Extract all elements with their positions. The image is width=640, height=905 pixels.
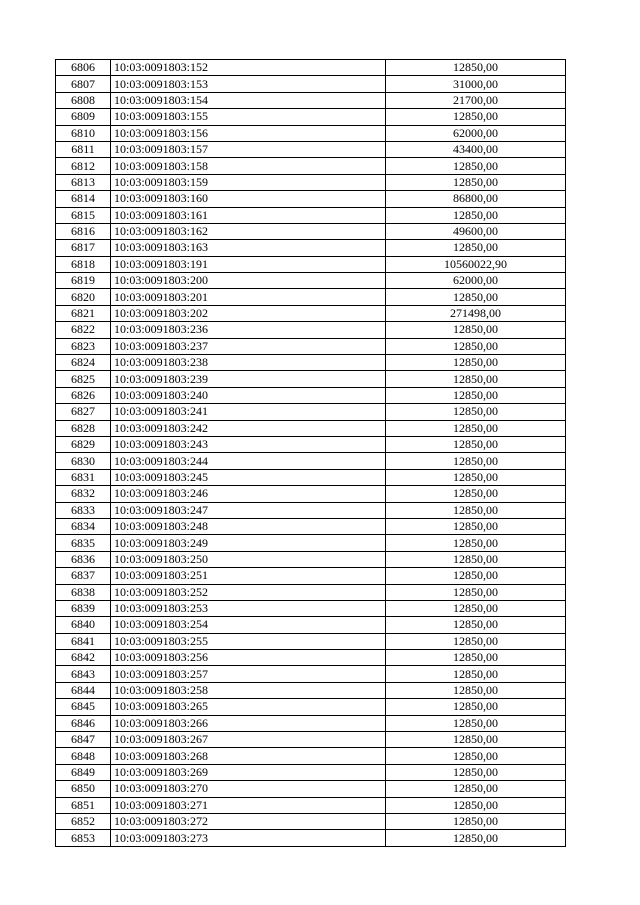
table-row [56,617,566,633]
cadastral-number: 10:03:0091803:243 [111,436,386,452]
row-number: 6819 [56,273,111,289]
cadastral-number: 10:03:0091803:239 [111,371,386,387]
row-number: 6830 [56,453,111,469]
table-row [56,371,566,387]
table-row [56,732,566,748]
row-number: 6851 [56,797,111,813]
cadastral-number: 10:03:0091803:156 [111,125,386,141]
table-row [56,633,566,649]
table-row [56,551,566,567]
table-row [56,715,566,731]
row-number: 6810 [56,125,111,141]
cadastral-value: 12850,00 [386,715,566,731]
cadastral-value: 12850,00 [386,502,566,518]
table-row [56,207,566,223]
row-number: 6825 [56,371,111,387]
table-row [56,518,566,534]
row-number: 6807 [56,76,111,92]
cadastral-number: 10:03:0091803:266 [111,715,386,731]
table-row [56,404,566,420]
table-row [56,387,566,403]
cadastral-number: 10:03:0091803:247 [111,502,386,518]
row-number: 6821 [56,305,111,321]
table-row [56,486,566,502]
row-number: 6815 [56,207,111,223]
cadastral-value: 12850,00 [386,174,566,190]
table-row [56,748,566,764]
row-number: 6820 [56,289,111,305]
row-number: 6849 [56,764,111,780]
cadastral-value: 12850,00 [386,797,566,813]
cadastral-number: 10:03:0091803:236 [111,322,386,338]
cadastral-value: 12850,00 [386,584,566,600]
cadastral-number: 10:03:0091803:273 [111,830,386,846]
table-row [56,174,566,190]
cadastral-number: 10:03:0091803:200 [111,273,386,289]
cadastral-number: 10:03:0091803:248 [111,518,386,534]
cadastral-number: 10:03:0091803:161 [111,207,386,223]
cadastral-value: 12850,00 [386,322,566,338]
cadastral-number: 10:03:0091803:271 [111,797,386,813]
cadastral-number: 10:03:0091803:159 [111,174,386,190]
row-number: 6848 [56,748,111,764]
row-number: 6817 [56,240,111,256]
row-number: 6850 [56,781,111,797]
cadastral-value: 12850,00 [386,60,566,76]
row-number: 6829 [56,436,111,452]
table-row [56,502,566,518]
cadastral-value: 12850,00 [386,830,566,846]
cadastral-value: 10560022,90 [386,256,566,272]
table-row [56,158,566,174]
cadastral-number: 10:03:0091803:238 [111,355,386,371]
cadastral-number: 10:03:0091803:255 [111,633,386,649]
cadastral-value: 12850,00 [386,518,566,534]
row-number: 6840 [56,617,111,633]
table-row [56,584,566,600]
table-row [56,322,566,338]
cadastral-number: 10:03:0091803:241 [111,404,386,420]
row-number: 6823 [56,338,111,354]
row-number: 6843 [56,666,111,682]
row-number: 6846 [56,715,111,731]
cadastral-value: 12850,00 [386,535,566,551]
row-number: 6852 [56,813,111,829]
cadastral-value: 12850,00 [386,338,566,354]
cadastral-number: 10:03:0091803:252 [111,584,386,600]
row-number: 6822 [56,322,111,338]
cadastral-number: 10:03:0091803:153 [111,76,386,92]
cadastral-number: 10:03:0091803:268 [111,748,386,764]
cadastral-value: 12850,00 [386,666,566,682]
cadastral-value: 12850,00 [386,764,566,780]
cadastral-value: 43400,00 [386,141,566,157]
table-row [56,125,566,141]
table-row [56,355,566,371]
cadastral-value: 62000,00 [386,273,566,289]
cadastral-value: 31000,00 [386,76,566,92]
row-number: 6835 [56,535,111,551]
row-number: 6853 [56,830,111,846]
row-number: 6833 [56,502,111,518]
cadastral-number: 10:03:0091803:244 [111,453,386,469]
row-number: 6837 [56,568,111,584]
row-number: 6832 [56,486,111,502]
cadastral-value: 12850,00 [386,371,566,387]
table-row [56,76,566,92]
cadastral-value: 12850,00 [386,682,566,698]
table-row [56,535,566,551]
row-number: 6809 [56,109,111,125]
table-row [56,469,566,485]
cadastral-value: 12850,00 [386,355,566,371]
table-row [56,273,566,289]
cadastral-value: 12850,00 [386,240,566,256]
cadastral-number: 10:03:0091803:265 [111,699,386,715]
row-number: 6827 [56,404,111,420]
table-row [56,289,566,305]
row-number: 6828 [56,420,111,436]
cadastral-value: 12850,00 [386,289,566,305]
cadastral-number: 10:03:0091803:154 [111,92,386,108]
row-number: 6838 [56,584,111,600]
cadastral-number: 10:03:0091803:158 [111,158,386,174]
cadastral-number: 10:03:0091803:163 [111,240,386,256]
row-number: 6826 [56,387,111,403]
table-row [56,650,566,666]
cadastral-value: 86800,00 [386,191,566,207]
cadastral-value: 12850,00 [386,486,566,502]
cadastral-value: 12850,00 [386,436,566,452]
cadastral-number: 10:03:0091803:253 [111,600,386,616]
row-number: 6845 [56,699,111,715]
cadastral-value: 12850,00 [386,469,566,485]
cadastral-value: 12850,00 [386,633,566,649]
cadastral-value: 12850,00 [386,207,566,223]
cadastral-value: 12850,00 [386,732,566,748]
cadastral-number: 10:03:0091803:237 [111,338,386,354]
table-row [56,223,566,239]
table-row [56,305,566,321]
cadastral-value: 21700,00 [386,92,566,108]
cadastral-number: 10:03:0091803:162 [111,223,386,239]
cadastral-value: 49600,00 [386,223,566,239]
table-row [56,781,566,797]
cadastral-value: 12850,00 [386,699,566,715]
cadastral-value: 12850,00 [386,453,566,469]
table-row [56,813,566,829]
cadastral-number: 10:03:0091803:202 [111,305,386,321]
cadastral-value: 12850,00 [386,748,566,764]
table-row [56,109,566,125]
row-number: 6836 [56,551,111,567]
cadastral-value: 12850,00 [386,568,566,584]
cadastral-number: 10:03:0091803:249 [111,535,386,551]
cadastral-number: 10:03:0091803:152 [111,60,386,76]
table-row [56,453,566,469]
cadastral-number: 10:03:0091803:267 [111,732,386,748]
cadastral-number: 10:03:0091803:257 [111,666,386,682]
table-row [56,699,566,715]
table-row [56,141,566,157]
cadastral-number: 10:03:0091803:155 [111,109,386,125]
table-row [56,256,566,272]
cadastral-value: 12850,00 [386,420,566,436]
cadastral-value: 12850,00 [386,617,566,633]
table-row [56,60,566,76]
cadastral-value: 12850,00 [386,813,566,829]
cadastral-value: 12850,00 [386,404,566,420]
cadastral-number: 10:03:0091803:157 [111,141,386,157]
table-row [56,338,566,354]
cadastral-number: 10:03:0091803:258 [111,682,386,698]
table-row [56,191,566,207]
row-number: 6816 [56,223,111,239]
table-row [56,600,566,616]
row-number: 6811 [56,141,111,157]
row-number: 6847 [56,732,111,748]
table-row [56,666,566,682]
cadastral-number: 10:03:0091803:246 [111,486,386,502]
cadastral-value: 271498,00 [386,305,566,321]
table-row [56,797,566,813]
row-number: 6818 [56,256,111,272]
cadastral-number: 10:03:0091803:251 [111,568,386,584]
table-row [56,240,566,256]
table-row [56,92,566,108]
cadastral-number: 10:03:0091803:240 [111,387,386,403]
cadastral-value: 12850,00 [386,158,566,174]
row-number: 6841 [56,633,111,649]
table-body [56,60,566,847]
row-number: 6812 [56,158,111,174]
cadastral-value: 12850,00 [386,387,566,403]
cadastral-number: 10:03:0091803:270 [111,781,386,797]
cadastral-number: 10:03:0091803:250 [111,551,386,567]
table-row [56,436,566,452]
cadastral-value: 12850,00 [386,109,566,125]
cadastral-number: 10:03:0091803:160 [111,191,386,207]
cadastral-value: 12850,00 [386,650,566,666]
cadastral-number: 10:03:0091803:254 [111,617,386,633]
cadastral-value: 12850,00 [386,551,566,567]
cadastral-number: 10:03:0091803:191 [111,256,386,272]
cadastral-value: 12850,00 [386,600,566,616]
row-number: 6813 [56,174,111,190]
row-number: 6842 [56,650,111,666]
row-number: 6806 [56,60,111,76]
cadastral-number: 10:03:0091803:242 [111,420,386,436]
row-number: 6844 [56,682,111,698]
row-number: 6834 [56,518,111,534]
cadastral-value-table [55,59,566,847]
row-number: 6831 [56,469,111,485]
cadastral-value: 62000,00 [386,125,566,141]
cadastral-number: 10:03:0091803:245 [111,469,386,485]
table-row [56,830,566,846]
cadastral-number: 10:03:0091803:269 [111,764,386,780]
row-number: 6824 [56,355,111,371]
row-number: 6839 [56,600,111,616]
cadastral-number: 10:03:0091803:272 [111,813,386,829]
table-row [56,568,566,584]
cadastral-number: 10:03:0091803:256 [111,650,386,666]
table-row [56,764,566,780]
row-number: 6808 [56,92,111,108]
table-row [56,420,566,436]
cadastral-value: 12850,00 [386,781,566,797]
table-row [56,682,566,698]
cadastral-number: 10:03:0091803:201 [111,289,386,305]
row-number: 6814 [56,191,111,207]
